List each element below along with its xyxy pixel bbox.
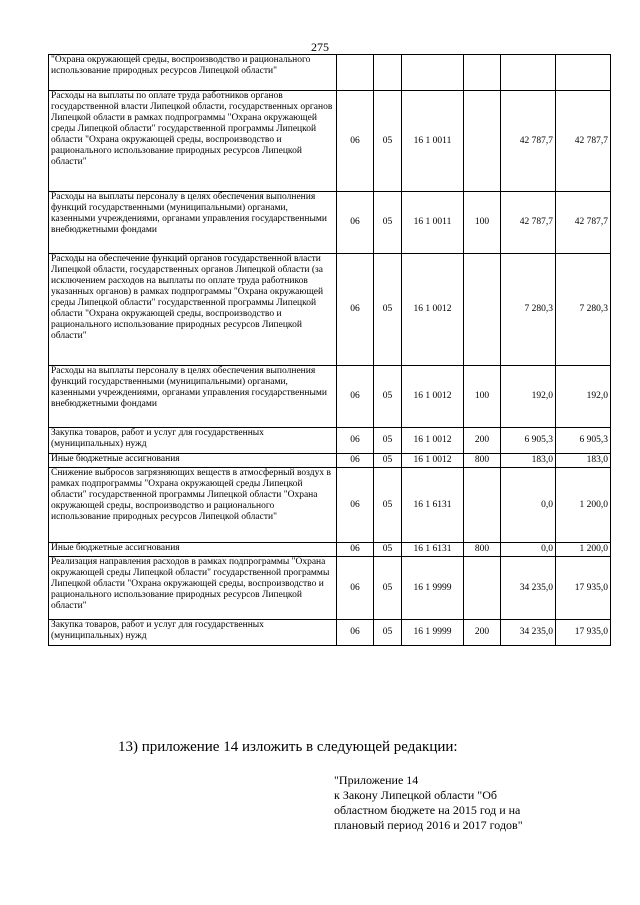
appendix-line: областном бюджете на 2015 год и на (334, 803, 521, 817)
section-heading: 13) приложение 14 изложить в следующей редакции: (118, 739, 458, 755)
row-razdel: 05 (374, 543, 402, 557)
table-row (49, 557, 611, 620)
row-description: Снижение выбросов загрязняющих веществ в атмосферный воздух в рамках подпрограммы "Охрана окружающей среды Липецкой области" государственной программы Липецкой области "Охрана окружающей среды, воспроизводство и рационального использование природных ресурсов Липецкой области" (49, 468, 337, 543)
row-sum-2016 (501, 55, 556, 91)
row-sum-2017 (556, 55, 611, 91)
table-row (49, 91, 611, 192)
row-expense-type (464, 254, 501, 366)
row-description: Расходы на выплаты по оплате труда работников органов государственной власти Липецкой области, государственных органов Липецкой области в рамках подпрограммы "Охрана окружающей среды Липецкой области" государственной программы Липецкой области "Охрана окружающей среды, воспроизводство и рационального использование природных ресурсов Липецкой области" (49, 91, 337, 192)
row-sum-2017: 6 905,3 (556, 428, 611, 454)
row-vedomstvo: 06 (337, 428, 374, 454)
row-description: "Охрана окружающей среды, воспроизводство и рационального использование природных ресурсов Липецкой области" (49, 55, 337, 91)
row-razdel: 05 (374, 428, 402, 454)
row-sum-2016: 42 787,7 (501, 91, 556, 192)
row-sum-2017: 1 200,0 (556, 543, 611, 557)
row-description: Расходы на обеспечение функций органов государственной власти Липецкой области, государственных органов Липецкой области (за исключением расходов на выплаты по оплате труда работников указанных органов) в рамках подпрограммы "Охрана окружающей среды Липецкой области" государственной программы Липецкой области "Охрана окружающей среды, воспроизводство и рационального использование природных ресурсов Липецкой области" (49, 254, 337, 366)
row-sum-2016: 7 280,3 (501, 254, 556, 366)
row-sum-2016: 0,0 (501, 543, 556, 557)
row-description: Закупка товаров, работ и услуг для государственных (муниципальных) нужд (49, 428, 337, 454)
row-razdel (374, 55, 402, 91)
row-sum-2017: 42 787,7 (556, 91, 611, 192)
row-vedomstvo: 06 (337, 91, 374, 192)
table-row (49, 254, 611, 366)
row-razdel: 05 (374, 366, 402, 428)
row-target-article: 16 1 9999 (402, 557, 464, 620)
row-expense-type (464, 91, 501, 192)
page-number: 275 (311, 40, 329, 54)
row-vedomstvo: 06 (337, 254, 374, 366)
row-target-article: 16 1 0012 (402, 366, 464, 428)
budget-table (48, 54, 611, 646)
row-sum-2016: 34 235,0 (501, 557, 556, 620)
row-expense-type: 800 (464, 543, 501, 557)
row-razdel: 05 (374, 454, 402, 468)
row-vedomstvo: 06 (337, 366, 374, 428)
row-vedomstvo: 06 (337, 557, 374, 620)
row-vedomstvo: 06 (337, 620, 374, 646)
appendix-line: плановый период 2016 и 2017 годов" (334, 818, 523, 832)
table-row (49, 543, 611, 557)
row-razdel: 05 (374, 91, 402, 192)
table-row (49, 366, 611, 428)
row-expense-type (464, 55, 501, 91)
row-expense-type (464, 557, 501, 620)
row-razdel: 05 (374, 468, 402, 543)
row-sum-2016: 192,0 (501, 366, 556, 428)
row-description: Иные бюджетные ассигнования (49, 454, 337, 468)
row-sum-2016: 183,0 (501, 454, 556, 468)
row-target-article: 16 1 6131 (402, 468, 464, 543)
row-sum-2017: 192,0 (556, 366, 611, 428)
row-sum-2016: 34 235,0 (501, 620, 556, 646)
row-razdel: 05 (374, 557, 402, 620)
row-target-article: 16 1 0011 (402, 91, 464, 192)
row-vedomstvo: 06 (337, 454, 374, 468)
row-vedomstvo (337, 55, 374, 91)
row-sum-2017: 17 935,0 (556, 557, 611, 620)
table-row (49, 192, 611, 254)
row-description: Расходы на выплаты персоналу в целях обеспечения выполнения функций государственными (муниципальными) органами, казенными учреждениями, органами управления государственными внебюджетными фондами (49, 192, 337, 254)
row-description: Иные бюджетные ассигнования (49, 543, 337, 557)
row-expense-type (464, 468, 501, 543)
row-expense-type: 100 (464, 366, 501, 428)
row-target-article: 16 1 0012 (402, 254, 464, 366)
row-expense-type: 200 (464, 620, 501, 646)
table-row (49, 468, 611, 543)
row-expense-type: 100 (464, 192, 501, 254)
appendix-caption (334, 773, 574, 833)
row-description: Расходы на выплаты персоналу в целях обеспечения выполнения функций государственными (муниципальными) органами, казенными учреждениями, органами управления государственными внебюджетными фондами (49, 366, 337, 428)
row-vedomstvo: 06 (337, 543, 374, 557)
appendix-line: "Приложение 14 (334, 773, 419, 787)
row-razdel: 05 (374, 620, 402, 646)
row-description: Закупка товаров, работ и услуг для государственных (муниципальных) нужд (49, 620, 337, 646)
row-sum-2017: 42 787,7 (556, 192, 611, 254)
row-razdel: 05 (374, 254, 402, 366)
table-row (49, 428, 611, 454)
row-sum-2017: 17 935,0 (556, 620, 611, 646)
row-description: Реализация направления расходов в рамках подпрограммы "Охрана окружающей среды Липецкой области" государственной программы Липецкой области "Охрана окружающей среды, воспроизводство и рационального использование природных ресурсов Липецкой области" (49, 557, 337, 620)
row-target-article: 16 1 0011 (402, 192, 464, 254)
row-vedomstvo: 06 (337, 468, 374, 543)
row-sum-2017: 183,0 (556, 454, 611, 468)
row-target-article: 16 1 0012 (402, 454, 464, 468)
table-row (49, 454, 611, 468)
table-row (49, 620, 611, 646)
row-target-article: 16 1 0012 (402, 428, 464, 454)
row-sum-2017: 7 280,3 (556, 254, 611, 366)
row-sum-2016: 6 905,3 (501, 428, 556, 454)
appendix-line: к Закону Липецкой области "Об (334, 788, 497, 802)
row-expense-type: 800 (464, 454, 501, 468)
row-sum-2016: 0,0 (501, 468, 556, 543)
row-sum-2016: 42 787,7 (501, 192, 556, 254)
row-razdel: 05 (374, 192, 402, 254)
row-target-article: 16 1 9999 (402, 620, 464, 646)
row-target-article (402, 55, 464, 91)
row-target-article: 16 1 6131 (402, 543, 464, 557)
row-vedomstvo: 06 (337, 192, 374, 254)
row-expense-type: 200 (464, 428, 501, 454)
row-sum-2017: 1 200,0 (556, 468, 611, 543)
table-row (49, 55, 611, 91)
